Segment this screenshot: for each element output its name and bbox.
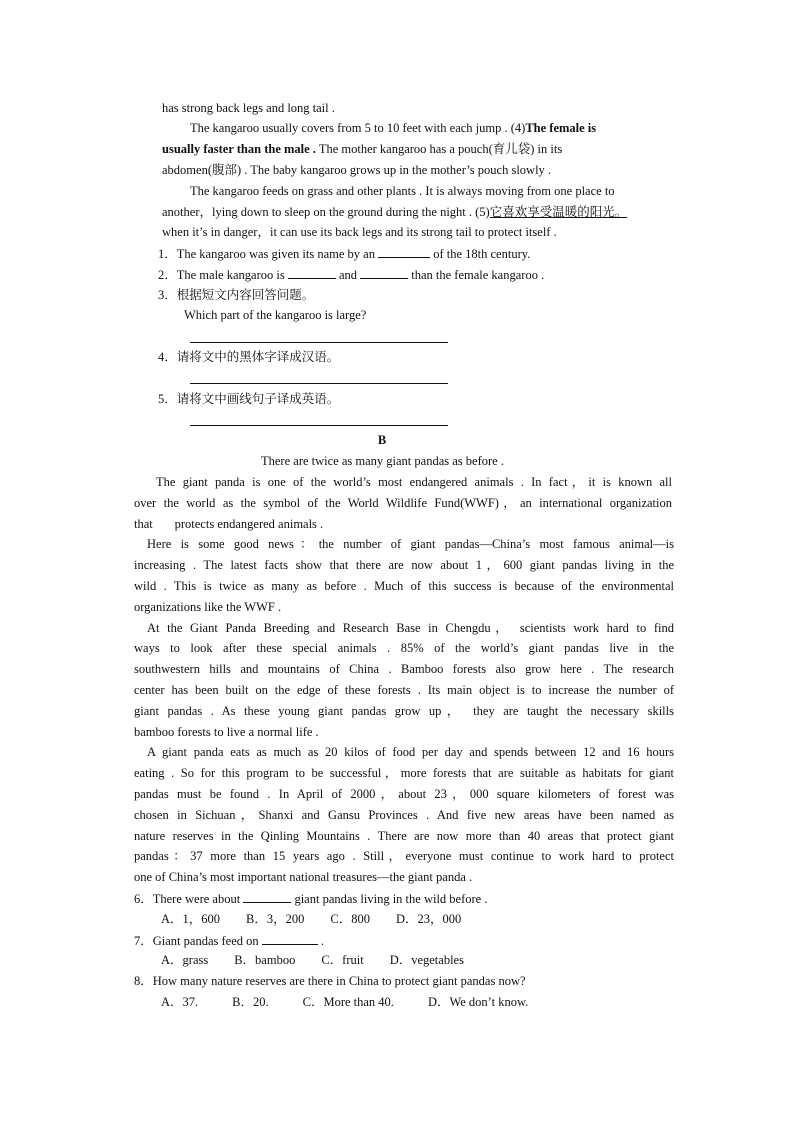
question-text: giant pandas living in the wild before . xyxy=(294,892,488,906)
passage-b-line: chosen in Sichuan，Shanxi and Gansu Provinces . And five new areas have been named as xyxy=(134,808,674,822)
question-text: than the female kangaroo . xyxy=(411,268,545,282)
option-b[interactable]: B．bamboo xyxy=(234,953,296,967)
passage-a-para2-line1 xyxy=(190,120,674,136)
passage-b-line: over the world as the symbol of the World Wildlife Fund(WWF)，an international organization xyxy=(134,496,672,510)
question-text: . xyxy=(320,934,324,948)
passage-b-line: center has been built on the edge of these forests . Its main object is to increase the number of xyxy=(134,683,674,697)
bold-phrase-part1: The female is xyxy=(525,121,597,135)
passage-b-line: ways to look after these special animals . 85% of the world’s giant pandas live in the xyxy=(134,641,674,655)
passage-b-line: nature reserves in the Qinling Mountains . There are now more than 40 areas that protect giant xyxy=(134,829,674,843)
text-span: another，lying down to sleep on the ground during the night . (5) xyxy=(162,205,490,219)
text-span: The mother kangaroo has a pouch(育儿袋) in its xyxy=(315,142,563,156)
question-8: 8．How many nature reserves are there in China to protect giant pandas now? xyxy=(134,974,526,988)
passage-b-line: increasing . The latest facts show that there are now about 1，600 giant pandas living in the xyxy=(134,558,674,572)
question-8-options xyxy=(161,994,554,1010)
passage-b-line: At the Giant Panda Breeding and Research Base in Chengdu， scientists work hard to find xyxy=(147,621,674,635)
option-c[interactable]: C．800 xyxy=(330,912,370,926)
passage-b-line: one of China’s most important national treasures—the giant panda . xyxy=(134,870,473,884)
answer-line-q4[interactable] xyxy=(190,383,448,384)
passage-b-line: giant pandas . As these young giant pandas grow up， they are taught the necessary skills xyxy=(134,704,674,718)
question-7-options xyxy=(161,952,490,968)
question-6-options xyxy=(161,911,487,927)
question-text: 7．Giant pandas feed on xyxy=(134,934,259,948)
passage-b-line: that protects endangered animals . xyxy=(134,517,324,531)
section-b-label: B xyxy=(377,433,387,447)
question-1 xyxy=(158,245,530,262)
question-text: 1．The kangaroo was given its name by an xyxy=(158,247,375,261)
question-6 xyxy=(134,890,487,907)
passage-a-para3-line3: when it’s in danger，it can use its back legs and its strong tail to protect itself . xyxy=(162,225,557,239)
option-d[interactable]: D．We don’t know. xyxy=(427,995,529,1009)
passage-a-line-1: has strong back legs and long tail . xyxy=(162,101,335,115)
option-a[interactable]: A．1，600 xyxy=(161,912,221,926)
answer-blank[interactable] xyxy=(243,890,291,903)
passage-b-line: pandas：37 more than 15 years ago . Still，everyone must continue to work hard to protect xyxy=(134,849,674,863)
answer-blank[interactable] xyxy=(378,245,430,258)
passage-b-line: Here is some good news：the number of giant pandas—China’s most famous animal—is xyxy=(147,537,674,551)
passage-b-line: pandas must be found . In April of 2000，about 23，000 square kilometers of forest was xyxy=(134,787,674,801)
underlined-sentence: 它喜欢享受温暖的阳光。 xyxy=(489,205,628,219)
option-c[interactable]: C．More than 40. xyxy=(302,995,394,1009)
passage-a-para3-line2 xyxy=(162,204,627,220)
passage-b-line: organizations like the WWF . xyxy=(134,600,282,614)
passage-a-para2-line2 xyxy=(162,141,562,157)
option-d[interactable]: D．vegetables xyxy=(389,953,464,967)
answer-line-q3[interactable] xyxy=(190,342,448,343)
passage-a-para2-line3: abdomen(腹部) . The baby kangaroo grows up in the mother’s pouch slowly . xyxy=(162,163,552,177)
passage-b-line: southwestern hills and mountains of China . Bamboo forests also grow here . The research xyxy=(134,662,674,676)
question-3-prompt: Which part of the kangaroo is large? xyxy=(184,308,367,322)
question-7 xyxy=(134,932,324,949)
question-3: 3．根据短文内容回答问题。 xyxy=(158,288,315,302)
passage-b-line: wild . This is twice as many as before . Much of this success is because of the environmental xyxy=(134,579,674,593)
passage-b-line: The giant panda is one of the world’s most endangered animals . In fact，it is known all xyxy=(156,475,672,489)
answer-line-q5[interactable] xyxy=(190,425,448,426)
answer-blank[interactable] xyxy=(288,266,336,279)
option-d[interactable]: D．23，000 xyxy=(395,912,462,926)
question-2 xyxy=(158,266,544,283)
passage-b-line: eating . So for this program to be successful，more forests that are suitable as habitats for giant xyxy=(134,766,674,780)
passage-a-para3-line1: The kangaroo feeds on grass and other plants . It is always moving from one place to xyxy=(190,184,615,198)
option-a[interactable]: A．grass xyxy=(161,953,209,967)
text-span: The kangaroo usually covers from 5 to 10 feet with each jump . (4) xyxy=(190,121,526,135)
question-text: 2．The male kangaroo is xyxy=(158,268,285,282)
passage-b-title: There are twice as many giant pandas as before . xyxy=(261,454,504,468)
question-5: 5．请将文中画线句子译成英语。 xyxy=(158,392,340,406)
answer-blank[interactable] xyxy=(262,932,318,945)
option-b[interactable]: B．20. xyxy=(232,995,269,1009)
question-text: of the 18th century. xyxy=(433,247,531,261)
question-4: 4．请将文中的黑体字译成汉语。 xyxy=(158,350,340,364)
option-b[interactable]: B．3，200 xyxy=(246,912,305,926)
passage-b-line: A giant panda eats as much as 20 kilos of food per day and spends between 12 and 16 hours xyxy=(147,745,674,759)
question-text: 6．There were about xyxy=(134,892,241,906)
question-text: and xyxy=(338,268,358,282)
passage-b-line: bamboo forests to live a normal life . xyxy=(134,725,319,739)
bold-phrase-part2: usually faster than the male . xyxy=(162,142,316,156)
option-a[interactable]: A．37. xyxy=(161,995,199,1009)
answer-blank[interactable] xyxy=(360,266,408,279)
option-c[interactable]: C．fruit xyxy=(321,953,364,967)
